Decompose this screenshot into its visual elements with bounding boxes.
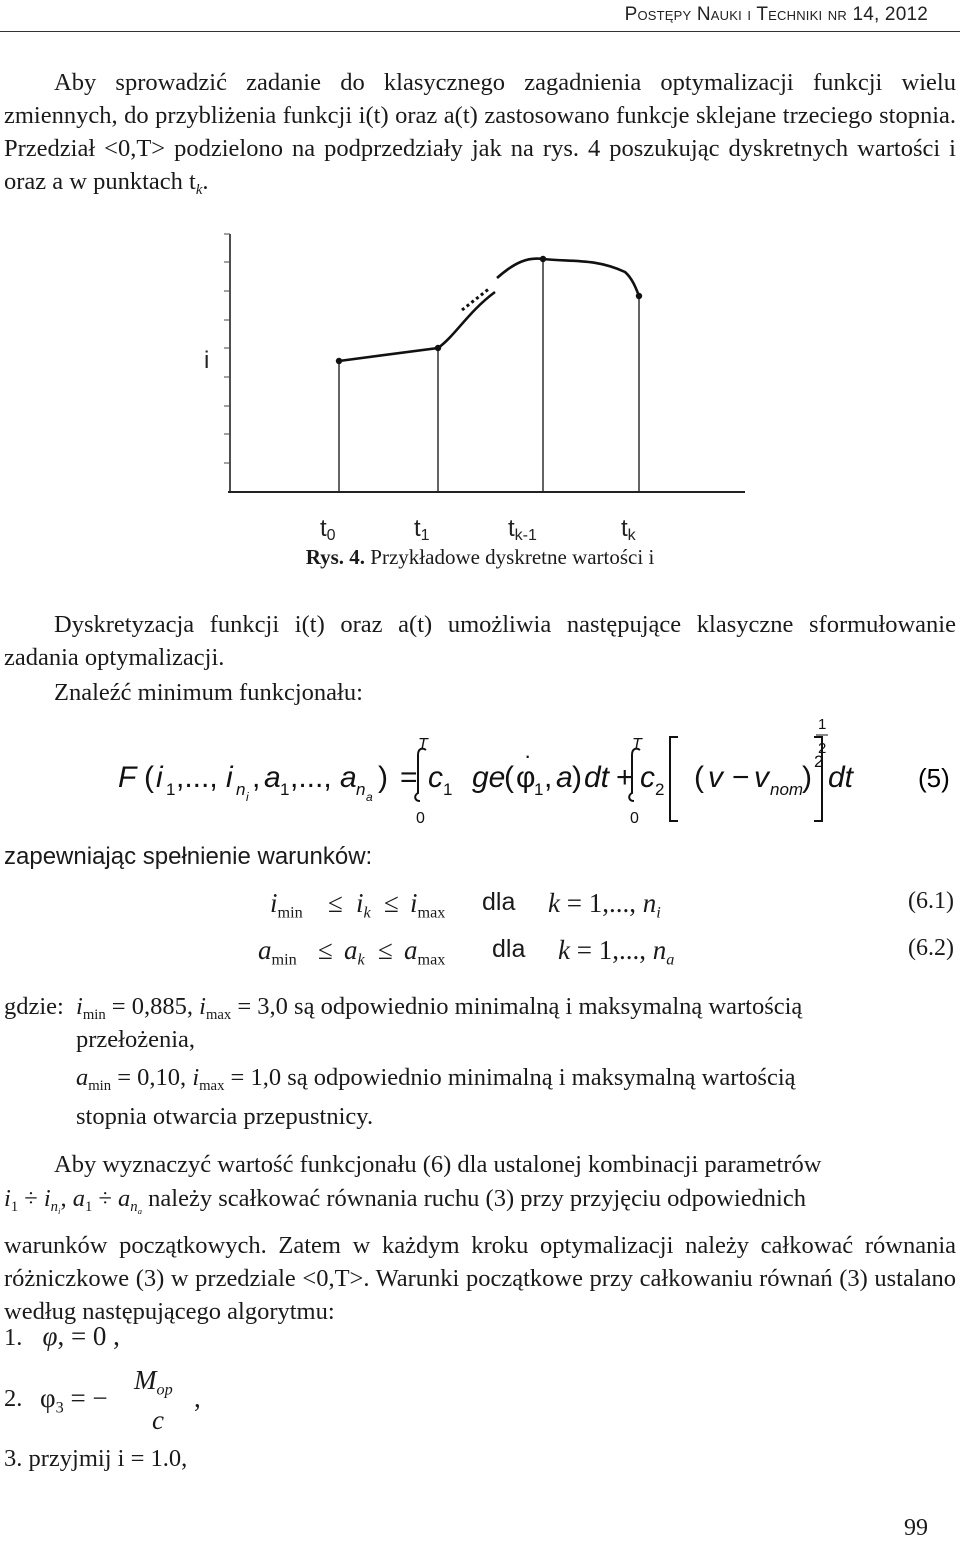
svg-text:,: , (252, 761, 261, 794)
point-tk (636, 293, 642, 299)
eq62-number: (6.2) (908, 935, 954, 961)
svg-text:v: v (708, 761, 723, 794)
svg-text:dt: dt (828, 761, 854, 794)
eq61-number: (6.1) (908, 888, 954, 914)
where-label: gdzie: (4, 993, 64, 1020)
point-t0 (336, 358, 342, 364)
svg-text:a: a (556, 761, 573, 794)
svg-text:+: + (616, 761, 634, 794)
eq5-number: (5) (918, 763, 950, 793)
i-min-value: = 0,885, (111, 993, 193, 1020)
svg-text:i: i (156, 761, 163, 794)
svg-text:nom: nom (770, 780, 804, 799)
svg-text:(: ( (694, 761, 704, 794)
dla-label-1: dla (482, 888, 516, 916)
svg-text:2: 2 (818, 740, 827, 757)
xtick-tk-1: tk-1 (508, 515, 537, 544)
svg-text:T: T (632, 736, 642, 753)
knot-lines (339, 259, 639, 492)
svg-text:c: c (428, 761, 443, 794)
para4-line2-tail: należy scałkować równania ruchu (3) przy przyjęciu odpowiednich (148, 1185, 806, 1212)
algorithm-step-1: 1. φ, = 0 , (4, 1321, 120, 1351)
dla-label-2: dla (492, 935, 526, 963)
svg-text:n: n (236, 780, 246, 799)
svg-text:): ) (802, 761, 812, 794)
xtick-tk: tk (621, 515, 636, 544)
svg-text:2: 2 (814, 752, 824, 771)
x-tick-labels (320, 515, 637, 544)
svg-text:(: ( (144, 761, 154, 794)
caption-label: Rys. 4. (305, 545, 366, 569)
paragraph-discretization (4, 608, 956, 674)
algorithm-steps (4, 1320, 604, 1475)
conditions-intro: zapewniając spełnienie warunków: (4, 843, 373, 870)
paragraph-find-minimum (54, 676, 954, 709)
para4-rest: warunków początkowych. Zatem w każdym kroku optymalizacji należy całkować równania różniczkowe (3) w przedziale <0,T>. Warunki początkowe przy całkowaniu równań (3) ustalano według następującego algorytmu: (4, 1232, 956, 1326)
page-number: 99 (904, 1515, 928, 1541)
knot-points (336, 256, 642, 364)
svg-text:1: 1 (280, 780, 290, 799)
svg-text:1: 1 (166, 780, 176, 799)
svg-text:i: i (246, 790, 249, 804)
algorithm-step-3: 3. przyjmij i = 1.0, (4, 1445, 188, 1472)
where-line1-cont: przełożenia, (76, 1026, 196, 1053)
equation-6-1: $i_{min}$ ≤ $i_k$ ≤ $i_{max}$ dla k = 1,..., $n_i$ (6.1) (270, 888, 954, 922)
svg-text:n: n (356, 780, 366, 799)
header-rule (0, 31, 960, 32)
intro-paragraph: Aby sprowadzić zadanie do klasycznego zagadnienia optymalizacji funkcji wielu zmiennych, do przybliżenia funkcji i(t) oraz a(t) zastosowano funkcje sklejane trzeciego stopnia. Przedział <0,T> podzielono na podprzedziały jak na rys. 4 poszukując dyskretnych wartości i oraz a w punktach $t_k$. (4, 69, 956, 199)
svg-text:=: = (400, 761, 418, 794)
svg-text:φ: φ (516, 761, 536, 794)
svg-text:,...,: ,..., (176, 761, 218, 794)
svg-text:2: 2 (655, 780, 665, 799)
xtick-t1: t1 (414, 515, 430, 544)
svg-text:T: T (418, 736, 428, 753)
svg-text:−: − (732, 761, 750, 794)
equation-5 (100, 715, 960, 835)
a-min-value: = 0,10, (117, 1064, 187, 1091)
i-max-text: = 3,0 są odpowiednio minimalną i maksymalną wartością (237, 993, 803, 1020)
svg-text:ge: ge (472, 761, 506, 794)
point-tk-1 (540, 256, 546, 262)
a-max-text: = 1,0 są odpowiednio minimalną i maksymalną wartością (230, 1064, 796, 1091)
svg-text:1: 1 (818, 716, 827, 733)
svg-text:0: 0 (630, 810, 639, 827)
caption-text: Przykładowe dyskretne wartości i (370, 545, 655, 569)
equation-6-2: $a_{min}$ ≤ $a_k$ ≤ $a_{max}$ dla k = 1,..., $n_a$ (6.2) (258, 935, 954, 969)
svg-text:1: 1 (443, 780, 453, 799)
curve-segment-end (497, 259, 639, 296)
journal-title: Postępy Nauki i Techniki nr 14, 2012 (624, 4, 928, 25)
where-line2-cont: stopnia otwarcia przepustnicy. (76, 1103, 374, 1130)
svg-text:,: , (544, 761, 553, 794)
svg-text:·: · (524, 743, 532, 768)
svg-text:0: 0 (416, 810, 425, 827)
intro-text: Aby sprowadzić zadanie do klasycznego zagadnienia optymalizacji funkcji wielu zmiennych, do przybliżenia funkcji i(t) oraz a(t) zastosowano funkcje sklejane trzeciego stopnia. Przedział <0,T> podzielono na podprzedziały jak na rys. 4 poszukując dyskretnych wartości i oraz a w punktach t (4, 69, 956, 195)
y-ticks (224, 234, 230, 463)
where-block: gdzie: $i_{min} = 0,885$, $i_{max} = 3,0$ są odpowiednio minimalną i maksymalną wartością przełożenia, $a_{min} = 0,10$, $i_{max} = 1,0$ są odpowiednio minimalną i maksymalną wartością stopnia otwarcia przepustnicy. (4, 990, 956, 1133)
svg-text:dt: dt (584, 761, 610, 794)
svg-text:a: a (340, 761, 357, 794)
figure-4-chart (200, 230, 760, 560)
svg-text:(: ( (504, 761, 514, 794)
para4-line1: Aby wyznaczyć wartość funkcjonału (6) dla ustalonej kombinacji parametrów (54, 1151, 822, 1178)
svg-text:): ) (378, 761, 388, 794)
svg-text:,...,: ,..., (290, 761, 332, 794)
running-header (0, 0, 960, 34)
svg-text:F: F (118, 761, 137, 794)
xtick-t0: t0 (320, 515, 336, 544)
svg-text:c: c (640, 761, 655, 794)
paragraph-initial-conditions: Aby wyznaczyć wartość funkcjonału (6) dla ustalonej kombinacji parametrów $i_1 \div i_{n_i}$, $a_1 \div a_{n_a}$ należy scałkować równania ruchu (3) przy przyjęciu odpowiednich warunków początkowych. Zatem w każdym kroku optymalizacji należy całkować równania różniczkowe (3) w przedziale <0,T>. Warunki początkowe przy całkowaniu równań (3) ustalano według następującego algorytmu: (4, 1148, 956, 1328)
svg-text:): ) (572, 761, 582, 794)
paragraph-discretization-text: Dyskretyzacja funkcji i(t) oraz a(t) umożliwia następujące klasyczne sformułowanie zadania optymalizacji. (4, 611, 956, 671)
y-axis-label: i (204, 347, 210, 374)
figure-caption (0, 545, 960, 570)
algorithm-step-2: 2. $\varphi_3$ = − $M_{op}$ c , (4, 1365, 201, 1435)
svg-text:i: i (226, 761, 233, 794)
svg-text:a: a (264, 761, 281, 794)
point-t1 (435, 345, 441, 351)
svg-text:a: a (366, 790, 373, 804)
svg-text:1: 1 (534, 780, 544, 799)
find-minimum-text: Znaleźć minimum funkcjonału: (54, 679, 363, 706)
svg-text:v: v (754, 761, 769, 794)
